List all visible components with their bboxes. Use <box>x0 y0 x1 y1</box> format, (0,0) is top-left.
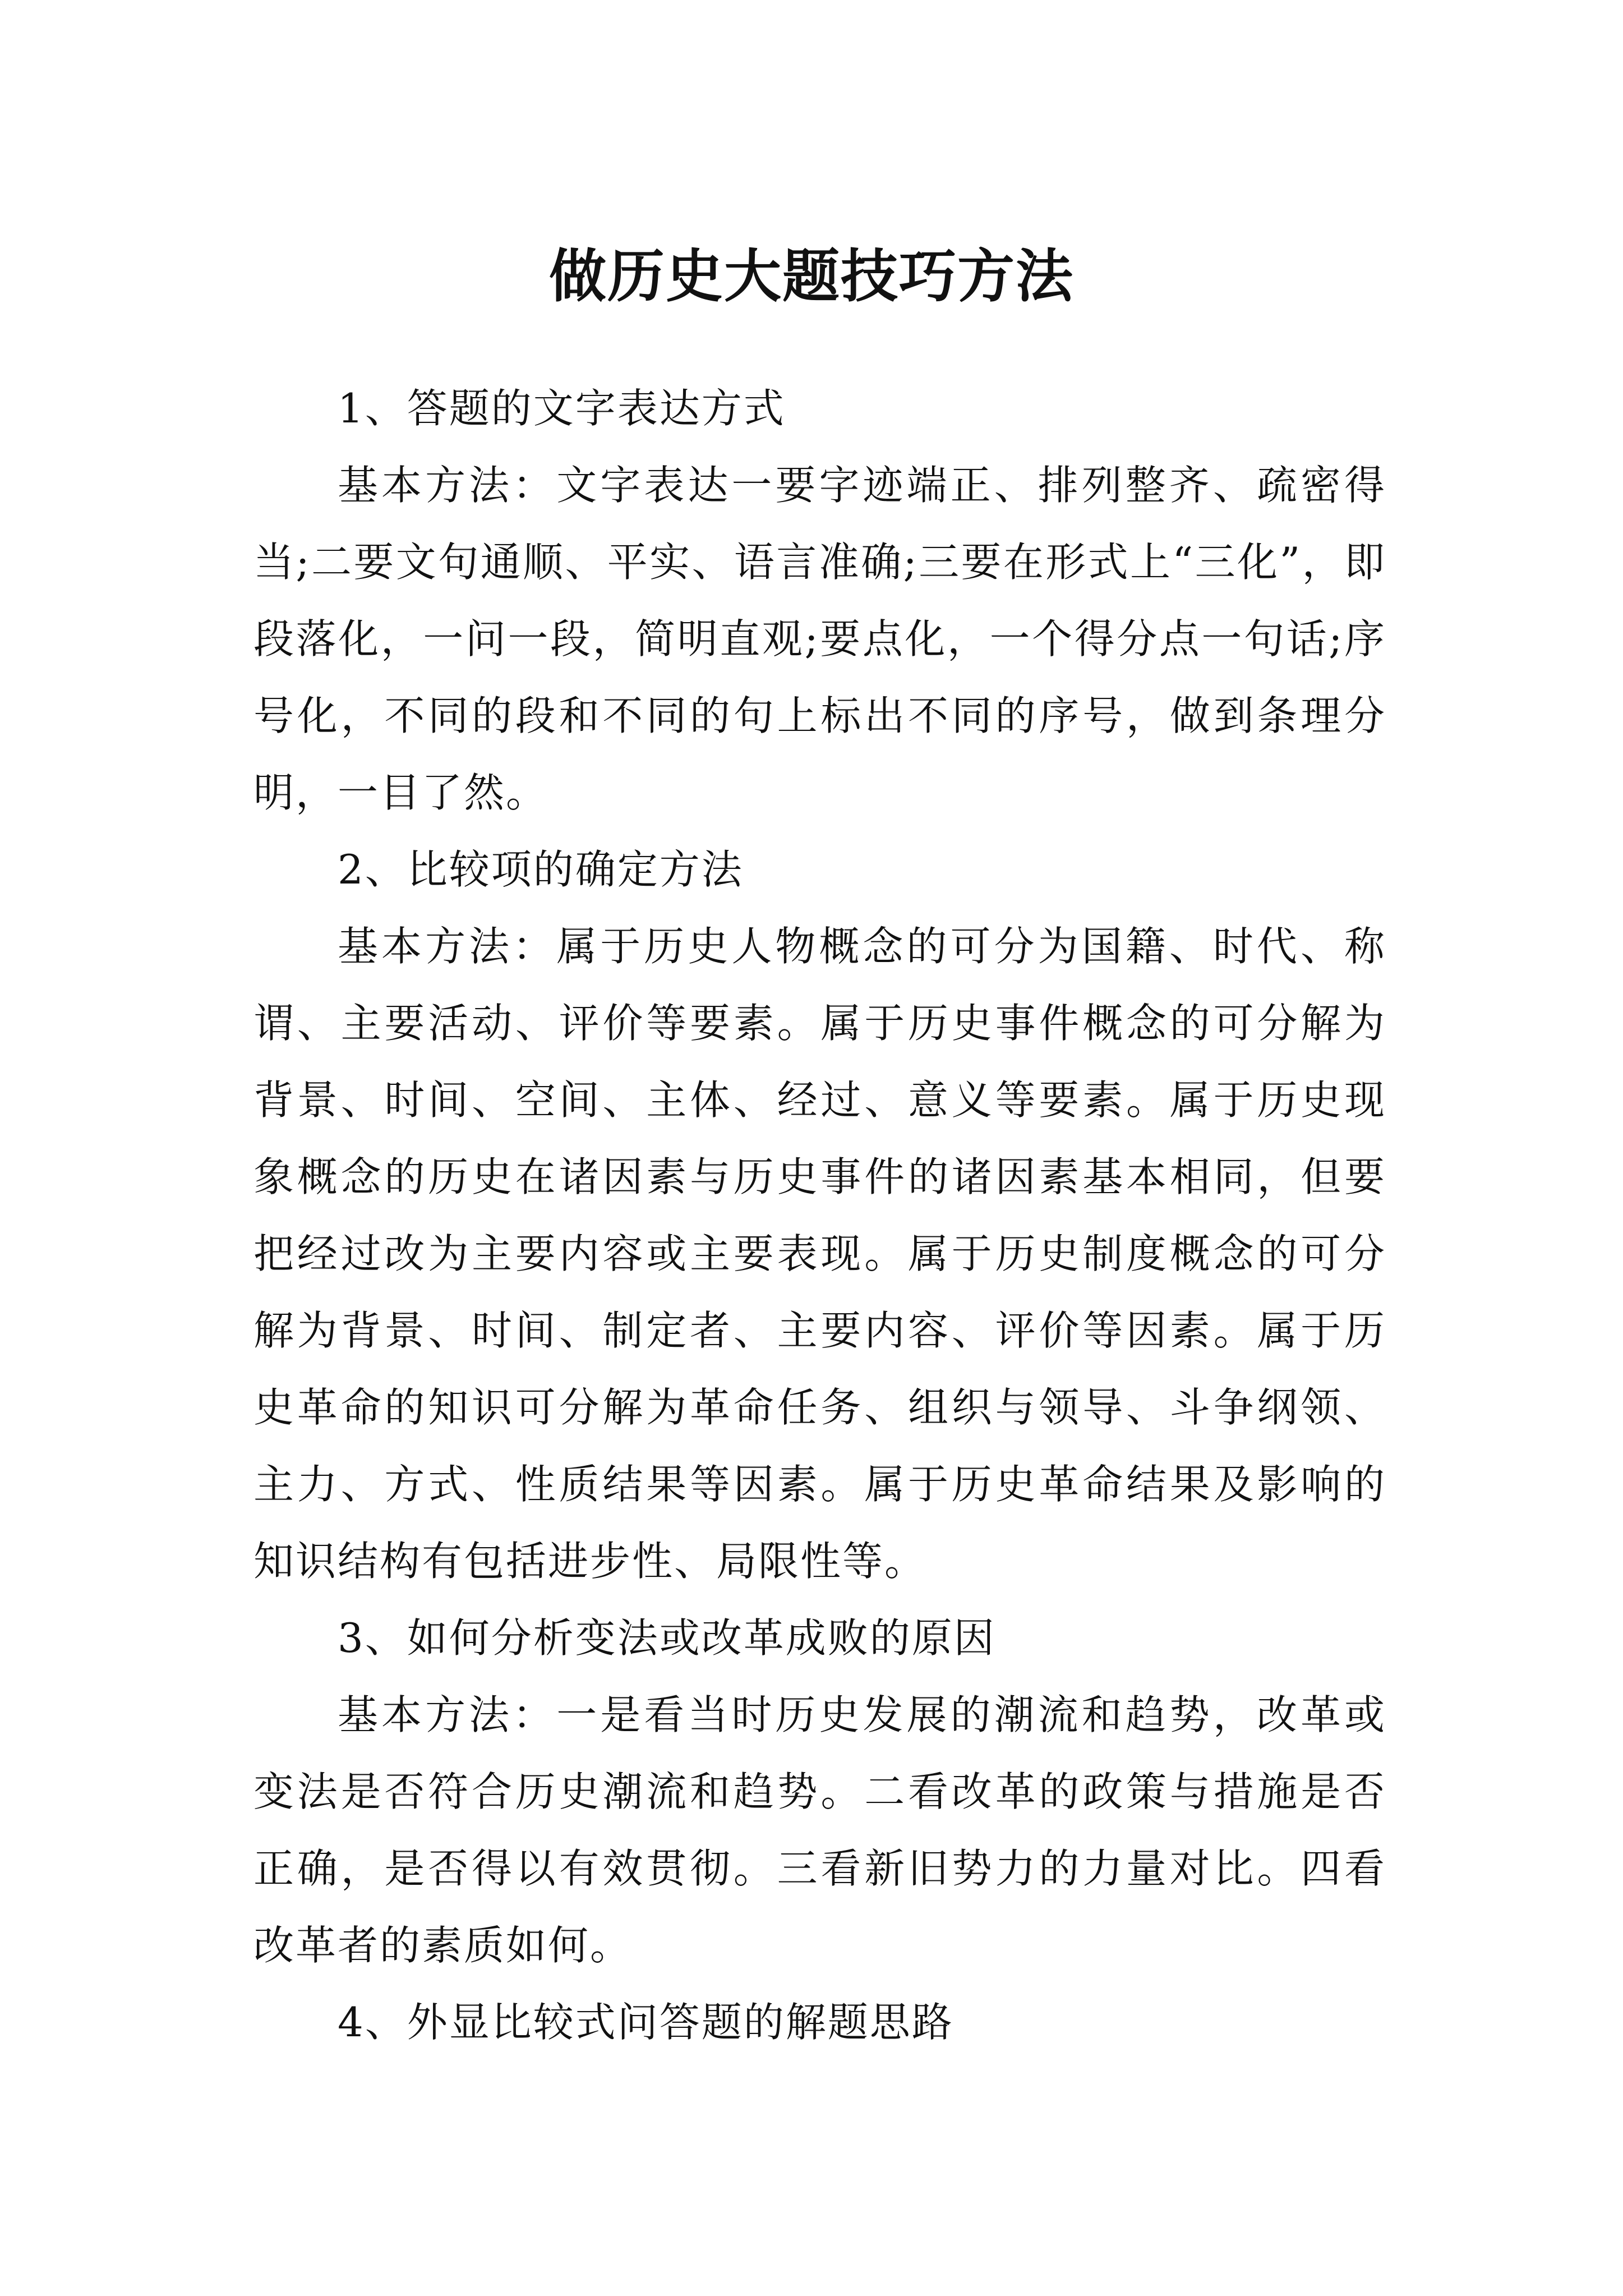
section-heading-2: 2、比较项的确定方法 <box>338 846 744 893</box>
section-heading-1: 1、答题的文字表达方式 <box>338 385 786 432</box>
section-body-2: 基本方法：属于历史人物概念的可分为国籍、时代、称谓、主要活动、评价等要素。属于历史事件概念的可分解为背景、时间、空间、主体、经过、意义等要素。属于历史现象概念的历史在诸因素与历史事件的诸因素基本相同，但要把经过改为主要内容或主要表现。属于历史制度概念的可分解为背景、时间、制定者、主要内容、评价等因素。属于历史革命的知识可分解为革命任务、组织与领导、斗争纲领、主力、方式、性质结果等因素。属于历史革命结果及影响的知识结构有包括进步性、局限性等。 <box>253 923 1386 1585</box>
section-heading-4: 4、外显比较式问答题的解题思路 <box>338 1999 954 2046</box>
section-body-1: 基本方法：文字表达一要字迹端正、排列整齐、疏密得当;二要文句通顺、平实、语言准确;三要在形式上“三化”，即段落化，一问一段，简明直观;要点化，一个得分点一句话;序号化，不同的段和不同的句上标出不同的序号，做到条理分明，一目了然。 <box>253 462 1386 816</box>
section-body-3: 基本方法：一是看当时历史发展的潮流和趋势，改革或变法是否符合历史潮流和趋势。二看改革的政策与措施是否正确，是否得以有效贯彻。三看新旧势力的力量对比。四看改革者的素质如何。 <box>253 1691 1386 1969</box>
section-heading-3: 3、如何分析变法或改革成败的原因 <box>338 1614 996 1662</box>
document-body <box>253 370 1386 2061</box>
document-title: 做历史大题技巧方法 <box>549 243 1074 311</box>
